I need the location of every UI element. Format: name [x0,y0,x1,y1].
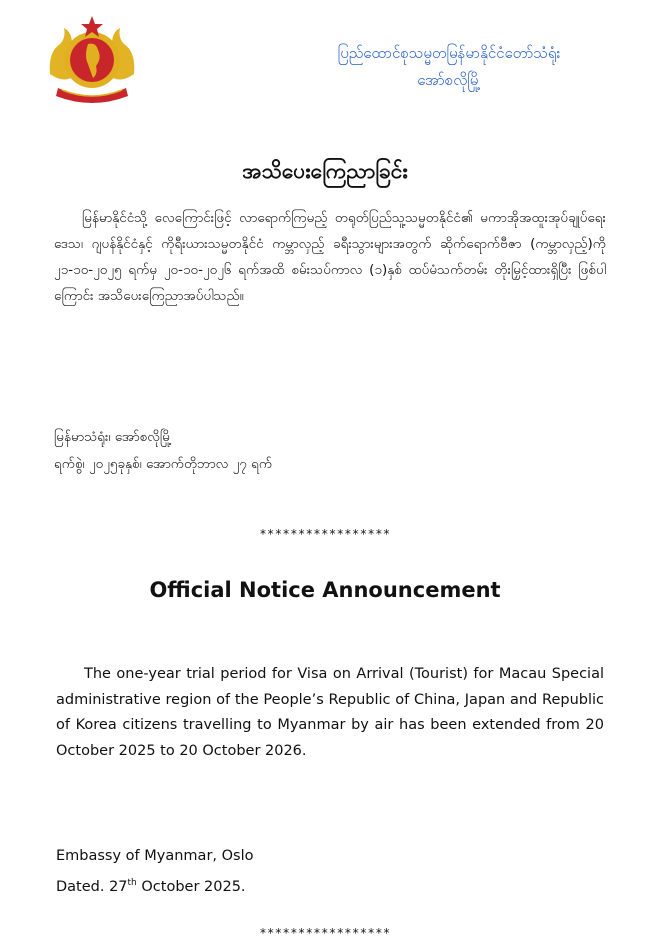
myanmar-notice-body: မြန်မာနိုင်ငံသို့ လေကြောင်းဖြင့် လာရောက်ကြမည့် တရုတ်ပြည်သူ့သမ္မတနိုင်ငံ၏ မကာအိုအထူးအုပ်ချုပ်ရေးဒေသ၊ ဂျပန်နိုင်ငံနှင့် ကိုရီးယားသမ္မတနိုင်ငံ ကမ္ဘာလှည့် ခရီးသွားများအတွက် ဆိုက်ရောက်ဗီဇာ (ကမ္ဘာလှည့်)ကို ၂၁-၁၀-၂၀၂၅ ရက်မှ ၂၀-၁၀-၂၀၂၆ ရက်အထိ စမ်းသပ်ကာလ (၁)နှစ် ထပ်မံသက်တမ်း တိုးမြှင့်ထားရှိပြီး ဖြစ်ပါကြောင်း အသိပေးကြေညာအပ်ပါသည်။ [54,210,606,304]
myanmar-signature [54,424,272,478]
myanmar-notice-title: အသိပေးကြေညာခြင်း [242,159,408,183]
english-signature-embassy: Embassy of Myanmar, Oslo [56,848,254,864]
myanmar-signature-embassy: မြန်မာသံရုံး၊ အော်စလိုမြို့ [54,429,172,445]
embassy-city: အော်စလိုမြို့ [417,71,481,89]
date-prefix: Dated. 27 [56,878,128,895]
english-notice-title: Official Notice Announcement [149,578,501,602]
separator-stars: ***************** [259,527,391,541]
embassy-header-title [284,40,614,94]
english-signature [56,843,254,901]
english-signature-date [56,870,254,901]
english-notice-body: The one-year trial period for Visa on Arrival (Tourist) for Macau Special administrative region of the People’s Republic of China, Japan and Republic of Korea citizens travelling to Myanmar by air has been extended from 20 October 2025 to 20 October 2026. [56,666,604,759]
myanmar-signature-date: ရက်စွဲ၊ ၂၀၂၅ခုနှစ်၊ အောက်တိုဘာလ ၂၇ ရက် [54,456,273,472]
myanmar-state-seal-icon [44,14,140,108]
date-suffix: October 2025. [136,878,246,895]
separator-stars-bottom: ***************** [259,926,391,940]
date-ordinal: th [127,878,137,888]
embassy-name: ပြည်ထောင်စုသမ္မတမြန်မာနိုင်ငံတော်သံရုံး [337,44,561,62]
